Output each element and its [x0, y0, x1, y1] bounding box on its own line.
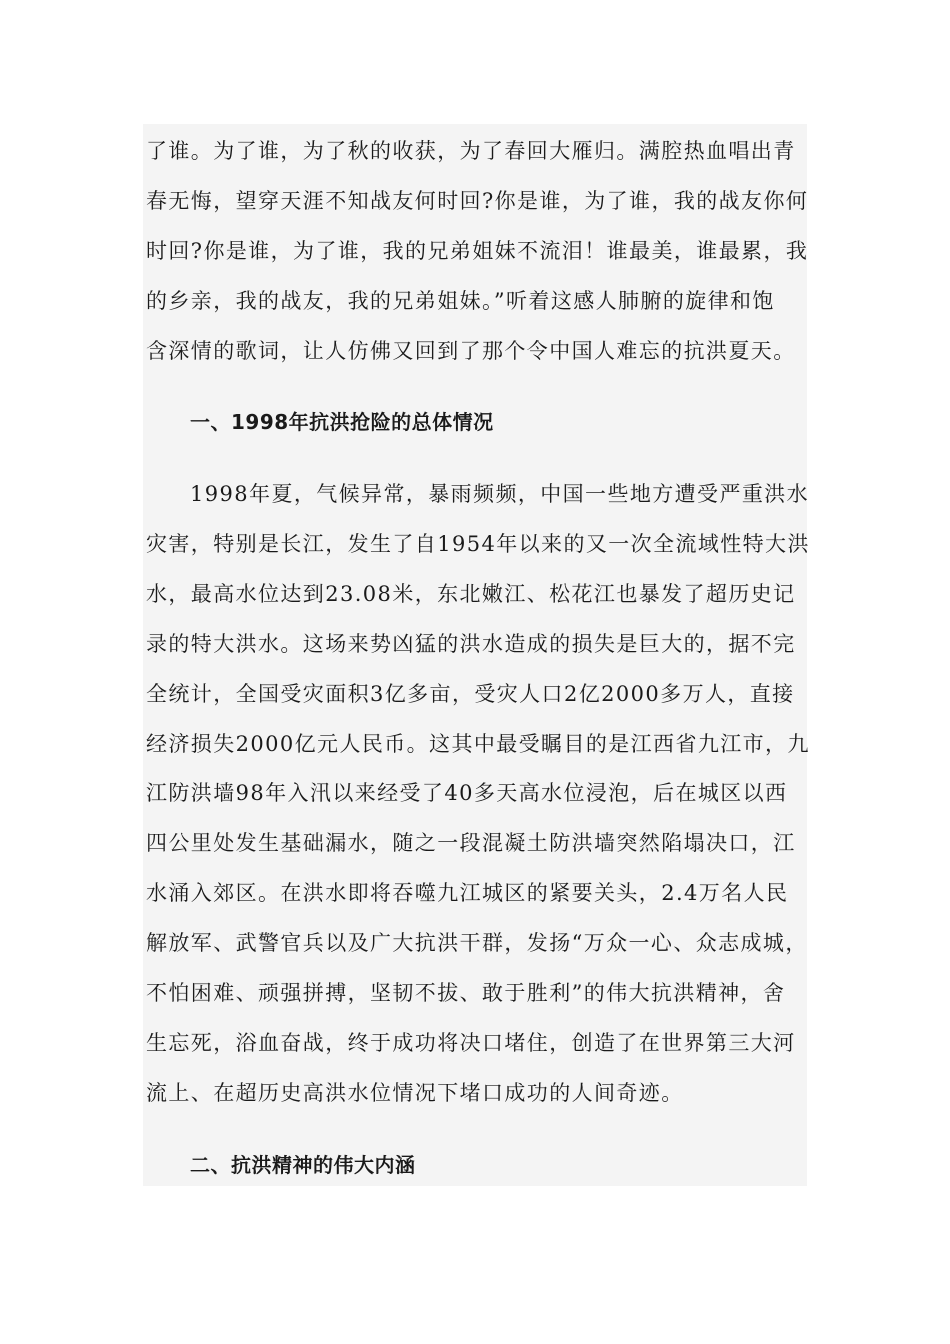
body-line: 解放军、武警官兵以及广大抗洪干群，发扬“万众一心、众志成城，: [146, 931, 808, 955]
body-line: 录的特大洪水。这场来势凶猛的洪水造成的损失是巨大的，据不完: [146, 632, 796, 656]
intro-line: 含深情的歌词，让人仿佛又回到了那个令中国人难忘的抗洪夏天。: [146, 339, 796, 363]
body-line: 水涌入郊区。在洪水即将吞噬九江城区的紧要关头，2.4万名人民: [146, 881, 789, 905]
body-line: 灾害，特别是长江，发生了自1954年以来的又一次全流域性特大洪: [146, 532, 810, 556]
body-line: 生忘死，浴血奋战，终于成功将决口堵住，创造了在世界第三大河: [146, 1031, 796, 1055]
intro-line: 春无悔，望穿天涯不知战友何时回?你是谁，为了谁，我的战友你何: [146, 189, 809, 213]
body-line: 1998年夏，气候异常，暴雨频频，中国一些地方遭受严重洪水: [190, 482, 810, 506]
intro-line: 的乡亲，我的战友，我的兄弟姐妹。”听着这感人肺腑的旋律和饱: [146, 289, 775, 313]
body-line: 不怕困难、顽强拼搏，坚韧不拔、敢于胜利”的伟大抗洪精神，舍: [146, 981, 786, 1005]
intro-line: 时回?你是谁，为了谁，我的兄弟姐妹不流泪！谁最美，谁最累，我: [146, 239, 809, 263]
body-line: 水，最高水位达到23.08米，东北嫩江、松花江也暴发了超历史记: [146, 582, 796, 606]
section-heading: 一、1998年抗洪抢险的总体情况: [190, 410, 494, 434]
body-line: 江防洪墙98年入汛以来经受了40多天高水位浸泡，后在城区以西: [146, 781, 788, 805]
section-heading: 二、抗洪精神的伟大内涵: [190, 1153, 416, 1177]
body-line: 四公里处发生基础漏水，随之一段混凝土防洪墙突然陷塌决口，江: [146, 831, 796, 855]
body-line: 全统计，全国受灾面积3亿多亩，受灾人口2亿2000多万人，直接: [146, 682, 795, 706]
body-line: 经济损失2000亿元人民币。这其中最受瞩目的是江西省九江市，九: [146, 732, 810, 756]
intro-line: 了谁。为了谁，为了秋的收获，为了春回大雁归。满腔热血唱出青: [146, 139, 796, 163]
body-line: 流上、在超历史高洪水位情况下堵口成功的人间奇迹。: [146, 1081, 684, 1105]
